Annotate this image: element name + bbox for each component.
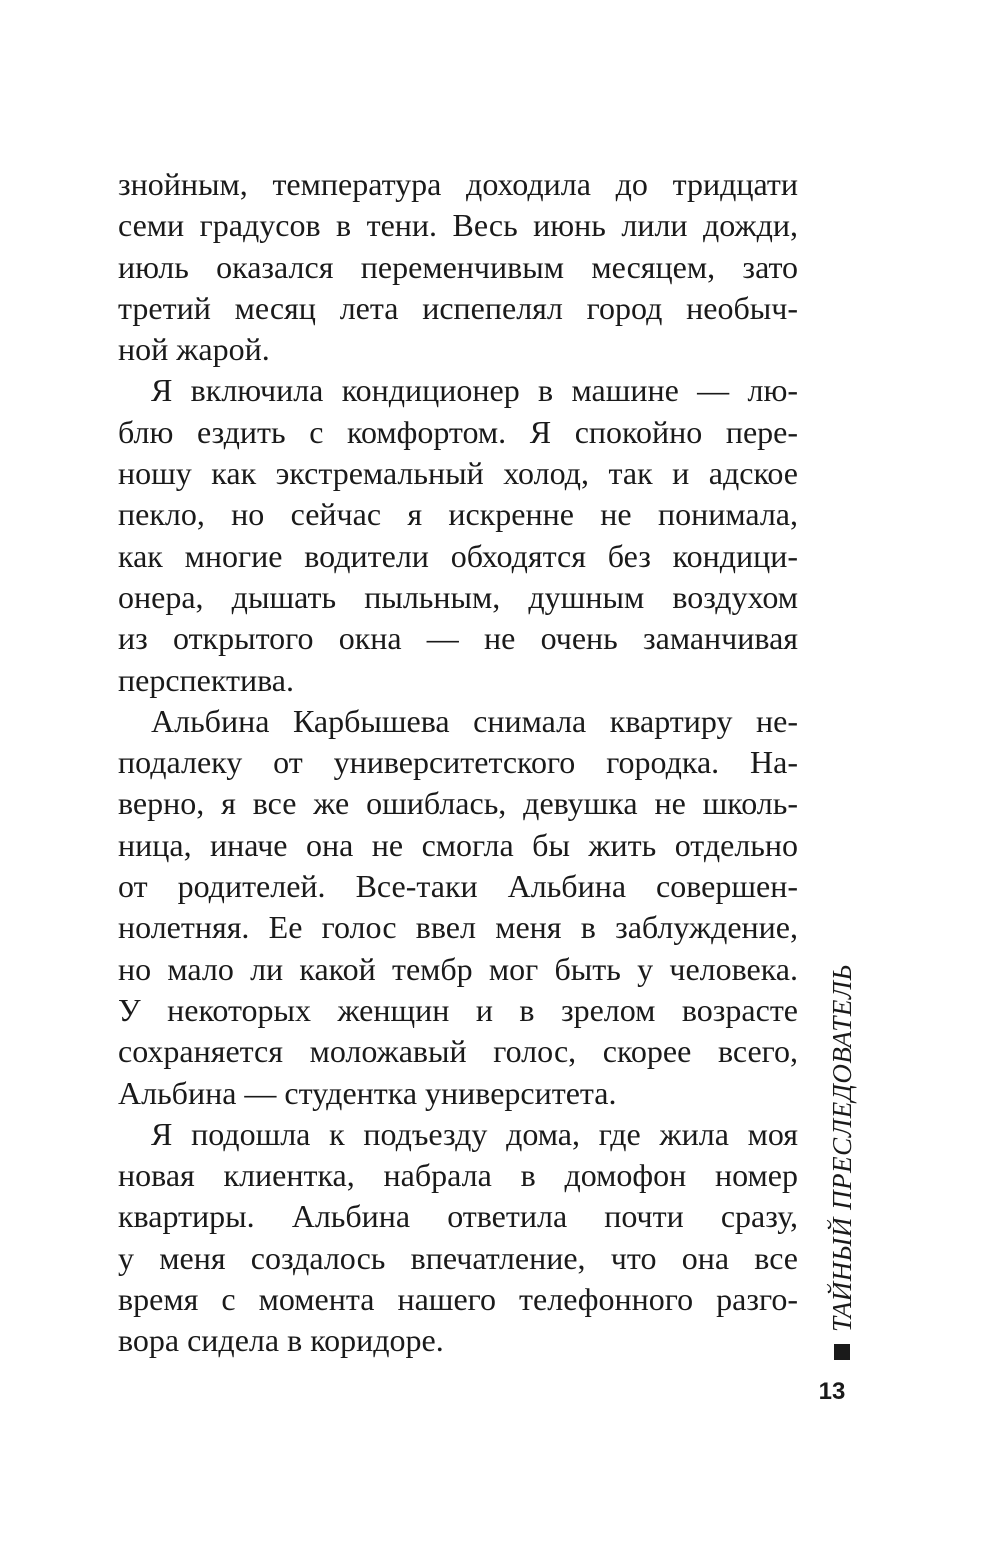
text-line: из открытого окна — не очень заманчивая — [118, 620, 798, 657]
paragraph — [118, 164, 798, 370]
text-line: ной жарой. — [118, 331, 270, 368]
square-marker-icon — [834, 1344, 850, 1360]
text-line: у меня создалось впечатление, что она все — [118, 1239, 798, 1276]
text-line: вора сидела в коридоре. — [118, 1322, 444, 1359]
text-line: перспектива. — [118, 661, 294, 698]
text-line: но мало ли какой тембр мог быть у человека. — [118, 950, 798, 987]
text-line: ношу как экстремальный холод, так и адское — [118, 455, 798, 492]
text-line: Я включила кондиционер в машине — лю- — [151, 372, 798, 409]
page-number: 13 — [818, 1378, 846, 1405]
text-line: как многие водители обходятся без кондици- — [118, 537, 798, 574]
text-line: квартиры. Альбина ответила почти сразу, — [118, 1198, 798, 1235]
body-text — [118, 164, 798, 1362]
text-line: онера, дышать пыльным, душным воздухом — [118, 578, 798, 615]
text-line: нолетняя. Ее голос ввел меня в заблуждение, — [118, 909, 798, 946]
text-line: знойным, температура доходила до тридцати — [118, 166, 798, 202]
text-line: Альбина — студентка университета. — [118, 1074, 617, 1111]
text-line: блю ездить с комфортом. Я спокойно пере- — [118, 413, 798, 450]
text-line: июль оказался переменчивым месяцем, зато — [118, 248, 798, 285]
text-line: Я подошла к подъезду дома, где жила моя — [151, 1115, 798, 1152]
text-line: третий месяц лета испепелял город необыч- — [118, 289, 798, 326]
text-line: ница, иначе она не смогла бы жить отдельно — [118, 826, 798, 863]
paragraph — [118, 370, 798, 700]
text-line: время с момента нашего телефонного разго- — [118, 1281, 798, 1318]
text-line: от родителей. Все-таки Альбина совершен- — [118, 868, 798, 905]
text-line: семи градусов в тени. Весь июнь лили дожди, — [118, 207, 798, 244]
text-line: У некоторых женщин и в зрелом возрасте — [118, 991, 798, 1028]
text-line: верно, я все же ошиблась, девушка не школь- — [118, 785, 798, 822]
text-line: Альбина Карбышева снимала квартиру не- — [151, 702, 798, 739]
paragraph — [118, 1114, 798, 1362]
text-line: сохраняется моложавый голос, скорее всего, — [118, 1033, 798, 1070]
running-head-title: ТАЙНЫЙ ПРЕСЛЕДОВАТЕЛЬ — [827, 963, 857, 1332]
text-line: подалеку от университетского городка. На- — [118, 744, 798, 781]
text-line: новая клиентка, набрала в домофон номер — [118, 1157, 798, 1194]
text-line: пекло, но сейчас я искренне не понимала, — [118, 496, 798, 533]
running-head — [812, 950, 872, 1360]
paragraph — [118, 701, 798, 1114]
